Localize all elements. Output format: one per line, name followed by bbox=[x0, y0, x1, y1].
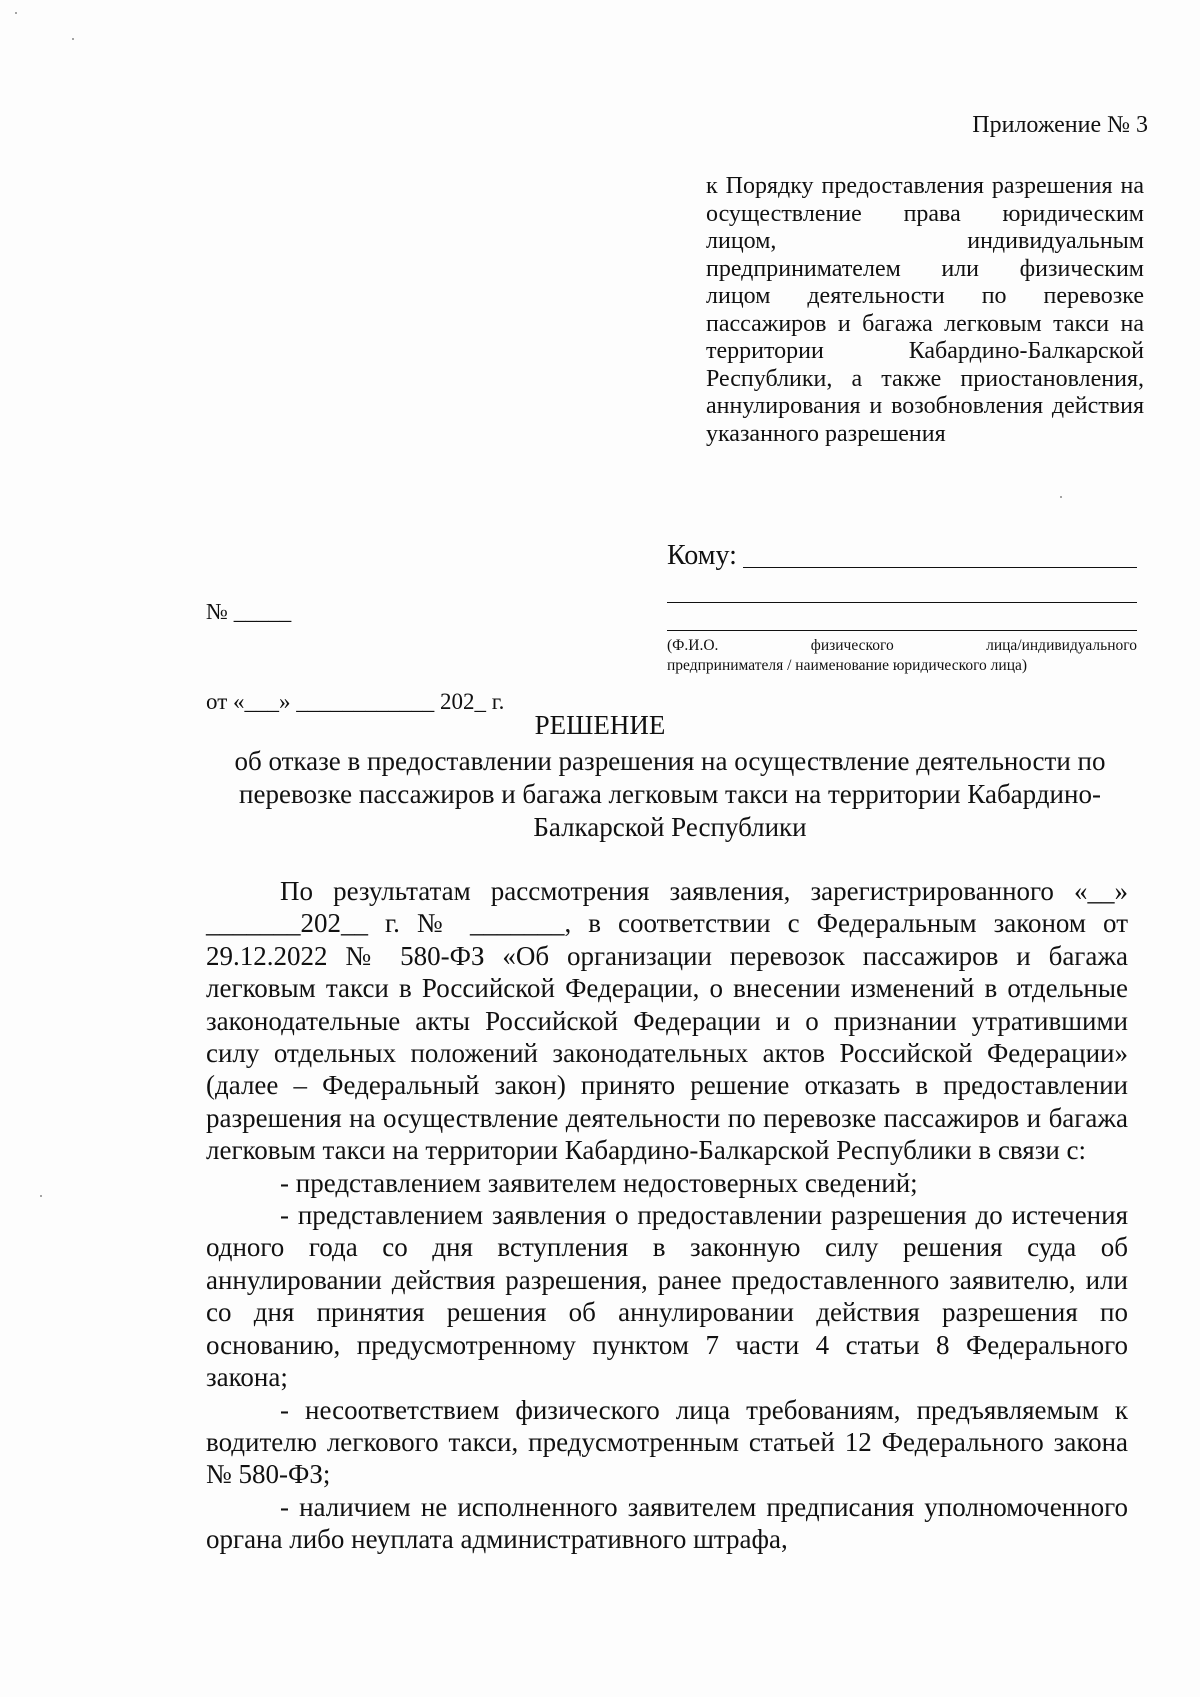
body-list-item: - наличием не исполненного заявителем предписания уполномоченного органа либо неуплата административного штрафа, bbox=[206, 1491, 1128, 1555]
decision-title: РЕШЕНИЕ bbox=[534, 710, 666, 740]
body-intro-paragraph: По результатам рассмотрения заявления, зарегистрированного «__» _______202__ г. № _______, в соответствии с Федеральным законом от 29.12.2022 № 580-ФЗ «Об организации перевозок пассажиров и багажа легковым такси в Российской Федерации, о внесении изменений в отдельные законодательные акты Российской Федерации и о признании утратившими силу отдельных положений законодательных актов Российской Федерации» (далее – Федеральный закон) принято решение отказать в предоставлении разрешения на осуществление деятельности по перевозке пассажиров и багажа легковым такси на территории Кабардино-Балкарской Республики в связи с: bbox=[206, 876, 1128, 1166]
addressee-label: Кому: bbox=[667, 540, 737, 571]
registration-block bbox=[206, 537, 504, 777]
appendix-description: к Порядку предоставления разрешения на осуществление права юридическим лицом, индивидуальным предпринимателем или физическим лицом деятельности по перевозке пассажиров и багажа легковым такси на территории Кабардино-Балкарской Республики, а также приостановления, аннулирования и возобновления действия указанного разрешения bbox=[706, 173, 1144, 447]
appendix-number: Приложение № 3 bbox=[972, 112, 1148, 138]
body-list-item: - несоответствием физического лица требованиям, предъявляемым к водителю легкового такси, предусмотренным статьей 12 Федерального закона № 580-ФЗ; bbox=[206, 1394, 1128, 1490]
body-list-item: - представлением заявления о предоставлении разрешения до истечения одного года со дня вступления в законную силу решения суда об аннулировании действия разрешения, ранее предоставленного заявителю, или со дня принятия решения об аннулировании действия разрешения по основанию, предусмотренному пунктом 7 части 4 статьи 8 Федерального закона; bbox=[206, 1200, 1128, 1393]
scan-speck bbox=[72, 38, 74, 40]
addressee-blank-line bbox=[743, 566, 1137, 568]
addressee-note-line1: (Ф.И.О. физического лица/индивидуального bbox=[667, 637, 1137, 654]
scan-speck bbox=[15, 12, 17, 14]
addressee-blank-line-2 bbox=[667, 601, 1137, 603]
registration-number: № _____ bbox=[206, 599, 292, 624]
body-list-item: - представлением заявителем недостоверных сведений; bbox=[280, 1167, 918, 1198]
addressee-note-line2: предпринимателя / наименование юридического лица) bbox=[667, 657, 1028, 674]
scan-speck bbox=[1060, 496, 1062, 498]
scan-speck bbox=[40, 1195, 42, 1197]
registration-date: от «___» ____________ 202_ г. bbox=[206, 689, 505, 714]
addressee-blank-line-3 bbox=[667, 629, 1137, 631]
decision-body bbox=[206, 875, 1128, 1556]
addressee-block bbox=[667, 537, 1137, 676]
decision-subtitle: об отказе в предоставлении разрешения на осуществление деятельности по перевозке пассажиров и багажа легковым такси на территории Кабардино-Балкарской Республики bbox=[234, 746, 1106, 842]
